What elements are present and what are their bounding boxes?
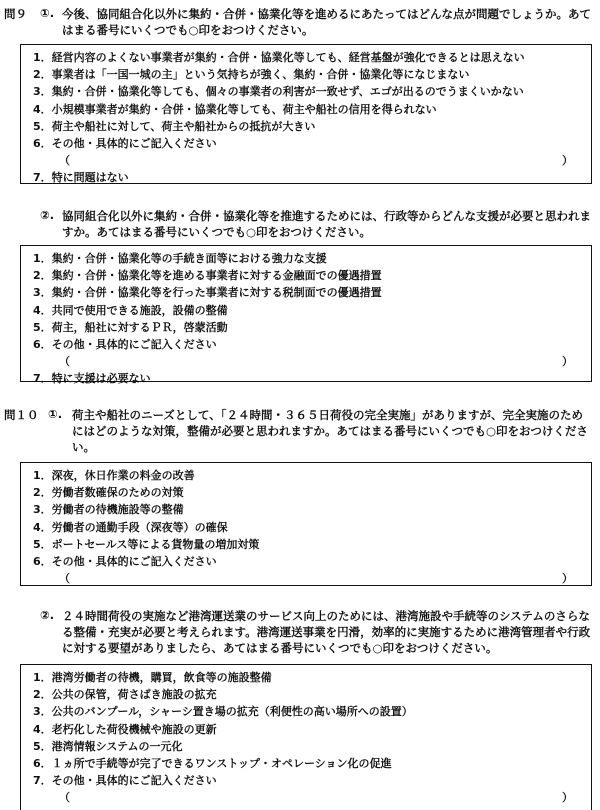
option-item[interactable]: 4．老朽化した荷役機械や施設の更新 (33, 722, 217, 736)
option-item[interactable]: 3．集約・合併・協業化等を行った事業者に対する税制面での優遇措置 (33, 286, 382, 300)
option-item[interactable]: 4．小規模事業者が集約・合併・協業化等しても、荷主や船社の信用を得られない (33, 102, 437, 116)
close-paren: ） (562, 791, 573, 805)
option-item[interactable]: 4．労働者の通勤手段（深夜等）の確保 (33, 520, 228, 534)
question-9-part-2-options (20, 245, 592, 386)
question-9-part-1-number: ①. (40, 6, 55, 20)
option-item[interactable]: 1．深夜，休日作業の料金の改善 (33, 469, 195, 482)
question-9-part-1-text: 今後、協同組合化以外に集約・合併・協業化等を進めるにあたってはどんな点が問題でしょうか。あてはまる番号にいくつでも○印をおつけください。 (62, 7, 591, 37)
question-10-part-2-options (20, 664, 592, 810)
question-10-part-2-number: ②. (40, 608, 55, 622)
option-item[interactable]: 5．ポートセールス等による貨物量の増加対策 (33, 537, 260, 551)
question-10-part-1-options (20, 462, 592, 586)
option-item[interactable]: 2．集約・合併・協業化等を進める事業者に対する金融面での優遇措置 (33, 269, 382, 283)
option-item[interactable]: 4．共同で使用できる施設，設備の整備 (33, 303, 228, 317)
open-paren: （ (59, 572, 70, 586)
option-item[interactable]: 7．特に問題はない (33, 171, 129, 185)
free-text-field[interactable] (33, 152, 583, 169)
question-9-part-2-number: ②. (40, 208, 55, 222)
question-10-part-1-number: ①. (48, 407, 63, 421)
option-item[interactable]: 1．港湾労働者の待機，購買，飲食等の施設整備 (33, 671, 272, 684)
option-item[interactable]: 2．事業者は「一国一城の主」という気持ちが強く、集約・合併・協業化等になじまない (33, 68, 470, 82)
option-item[interactable]: 3．集約・合併・協業化等しても、個々の事業者の利害が一致せず、エゴが出るのでうまくいかない (33, 85, 524, 99)
option-item[interactable]: 3．公共のバンプール，シャーシ置き場の拡充（利便性の高い場所への設置） (33, 705, 413, 719)
option-item[interactable]: 1．経営内容のよくない事業者が集約・合併・協業化等しても、経営基盤が強化できるとは思えない (33, 51, 525, 64)
question-10-part-2-text: ２４時間荷役の実施など港湾運送業のサービス向上のためには、港湾施設や手続等のシステムのさらなる整備・充実が必要と考えられます。港湾運送事業を円滑，効率的に実施するために港湾管理者や行政に対する要望がありましたら、あてはまる番号にいくつでも○印をおつけください。 (62, 609, 591, 655)
option-item[interactable]: 3．労働者の待機施設等の整備 (33, 503, 184, 517)
question-10-part-1-text: 荷主や船社のニーズとして、「２４時間・３６５日荷役の完全実施」がありますが、完全実施のためにはどのような対策，整備が必要と思われますか。あてはまる番号にいくつでも○印をおつけください。 (72, 408, 588, 454)
option-item[interactable]: 6．その他・具体的にご記入ください (33, 137, 217, 151)
option-item[interactable]: 1．集約・合併・協業化等の手続き面等における強力な支援 (33, 252, 327, 265)
option-item[interactable]: 2．公共の保管，荷さばき施設の拡充 (33, 688, 217, 702)
option-item[interactable]: 5．荷主，船社に対するＰＲ，啓蒙活動 (33, 320, 228, 334)
free-text-field[interactable] (33, 789, 583, 806)
open-paren: （ (59, 791, 70, 805)
open-paren: （ (59, 355, 70, 369)
question-9-part-1-options (20, 44, 592, 184)
option-item[interactable]: 7．その他・具体的にご記入ください (33, 774, 217, 788)
option-item[interactable]: 5．港湾情報システムの一元化 (33, 739, 183, 753)
close-paren: ） (562, 355, 573, 369)
question-10-label: 問１０ (4, 408, 39, 422)
option-item[interactable]: 5．荷主や船社に対して、荷主や船社からの抵抗が大きい (33, 119, 316, 133)
free-text-field[interactable] (33, 570, 583, 587)
close-paren: ） (562, 572, 573, 586)
option-item[interactable]: 6．１ヵ所で手続等が完了できるワンストップ・オペレーション化の促進 (33, 757, 392, 771)
question-9-label: 問９ (4, 7, 27, 21)
question-9-part-2-text: 協同組合化以外に集約・合併・協業化等を推進するためには、行政等からどんな支援が必要と思われますか。あてはまる番号にいくつでも○印をおつけください。 (62, 209, 591, 239)
free-text-field[interactable] (33, 353, 583, 370)
option-item[interactable]: 6．その他・具体的にご記入ください (33, 555, 217, 569)
close-paren: ） (562, 154, 573, 168)
open-paren: （ (59, 154, 70, 168)
option-item[interactable]: 7．特に支援は必要ない (33, 372, 151, 386)
option-item[interactable]: 2．労働者数確保のための対策 (33, 486, 184, 500)
option-item[interactable]: 6．その他・具体的にご記入ください (33, 338, 217, 352)
